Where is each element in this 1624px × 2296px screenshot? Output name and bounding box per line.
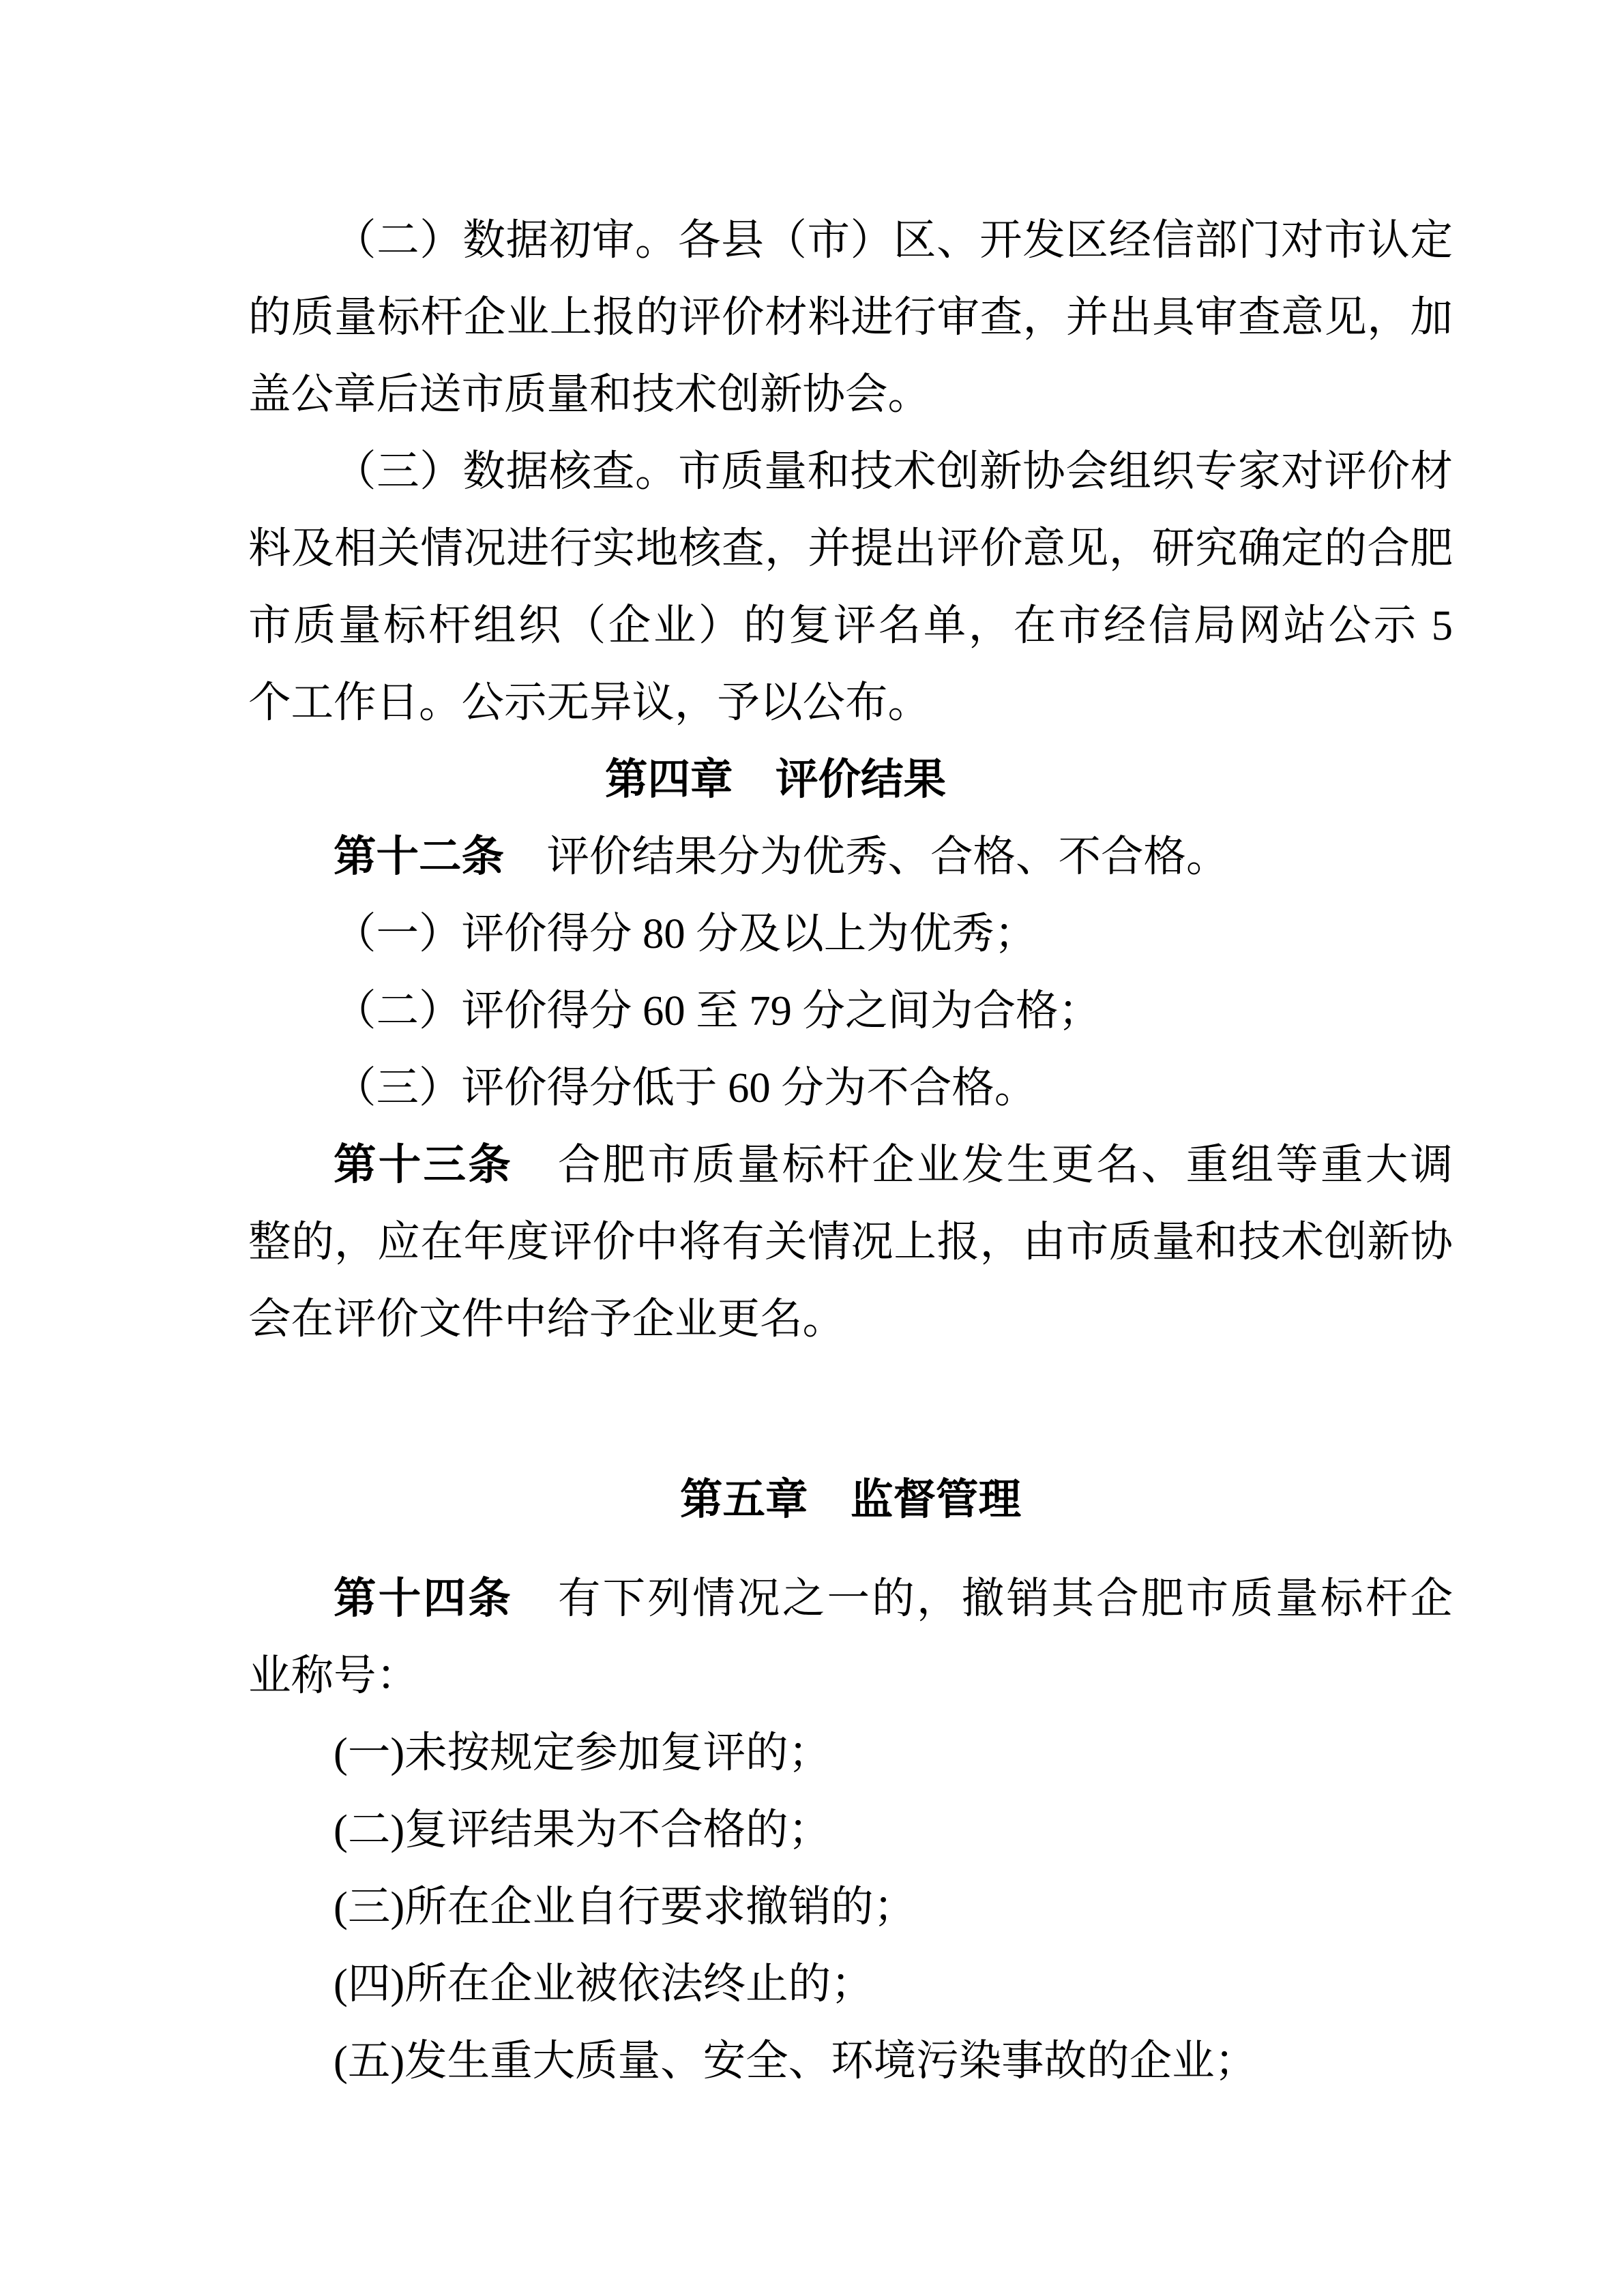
article-13	[248, 1127, 1453, 1358]
paragraph-line: 盖公章后送市质量和技术创新协会。	[248, 370, 930, 418]
article-12-text: 评价结果分为优秀、合格、不合格。	[504, 833, 1229, 880]
paragraph-line	[248, 818, 1453, 895]
article-12	[248, 818, 1453, 1127]
paragraph-line: 料及相关情况进行实地核查，并提出评价意见，研究确定的合肥	[248, 524, 1453, 572]
article-12-item: （二）评价得分 60 至 79 分之间为合格；	[334, 987, 1101, 1034]
article-14-item: (二)复评结果为不合格的；	[334, 1806, 831, 1853]
paragraph-line	[248, 1560, 1453, 1637]
article-14-item: (三)所在企业自行要求撤销的；	[334, 1883, 917, 1930]
paragraph-line: 的质量标杆企业上报的评价材料进行审查，并出具审查意见，加	[248, 293, 1453, 341]
paragraph-line	[248, 1127, 1453, 1204]
article-14-item: (四)所在企业被依法终止的；	[334, 1960, 874, 2008]
paragraph-line: 会在评价文件中给予企业更名。	[248, 1295, 845, 1343]
article-14-label: 第十四条	[334, 1575, 514, 1622]
paragraph-line: 整的，应在年度评价中将有关情况上报，由市质量和技术创新协	[248, 1218, 1453, 1266]
article-12-label: 第十二条	[334, 833, 504, 880]
paragraph-line: 市质量标杆组织（企业）的复评名单，在市经信局网站公示 5	[248, 601, 1453, 649]
paragraph-line: 业称号：	[248, 1652, 419, 1699]
chapter-5-heading: 第五章 监督管理	[680, 1476, 1021, 1523]
article-13-text: 合肥市质量标杆企业发生更名、重组等重大调	[513, 1141, 1453, 1189]
article-14-item: (一)未按规定参加复评的；	[334, 1729, 831, 1776]
paragraph-line: （二）数据初审。各县（市）区、开发区经信部门对市认定	[334, 216, 1453, 264]
article-12-item: （一）评价得分 80 分及以上为优秀；	[334, 910, 1037, 957]
paragraph-line: 个工作日。公示无异议，予以公布。	[248, 679, 930, 726]
article-13-label: 第十三条	[334, 1141, 514, 1189]
article-14-item: (五)发生重大质量、安全、环境污染事故的企业；	[334, 2037, 1258, 2085]
chapter-4-heading: 第四章 评价结果	[605, 756, 946, 803]
clause-data-verification	[248, 433, 1453, 741]
article-12-item: （三）评价得分低于 60 分为不合格。	[334, 1064, 1037, 1112]
paragraph-line: （三）数据核查。市质量和技术创新协会组织专家对评价材	[334, 447, 1453, 495]
article-14	[248, 1560, 1453, 2100]
document-page	[248, 202, 1453, 2100]
clause-data-preliminary-review	[248, 202, 1453, 433]
article-14-text: 有下列情况之一的，撤销其合肥市质量标杆企	[513, 1575, 1453, 1622]
